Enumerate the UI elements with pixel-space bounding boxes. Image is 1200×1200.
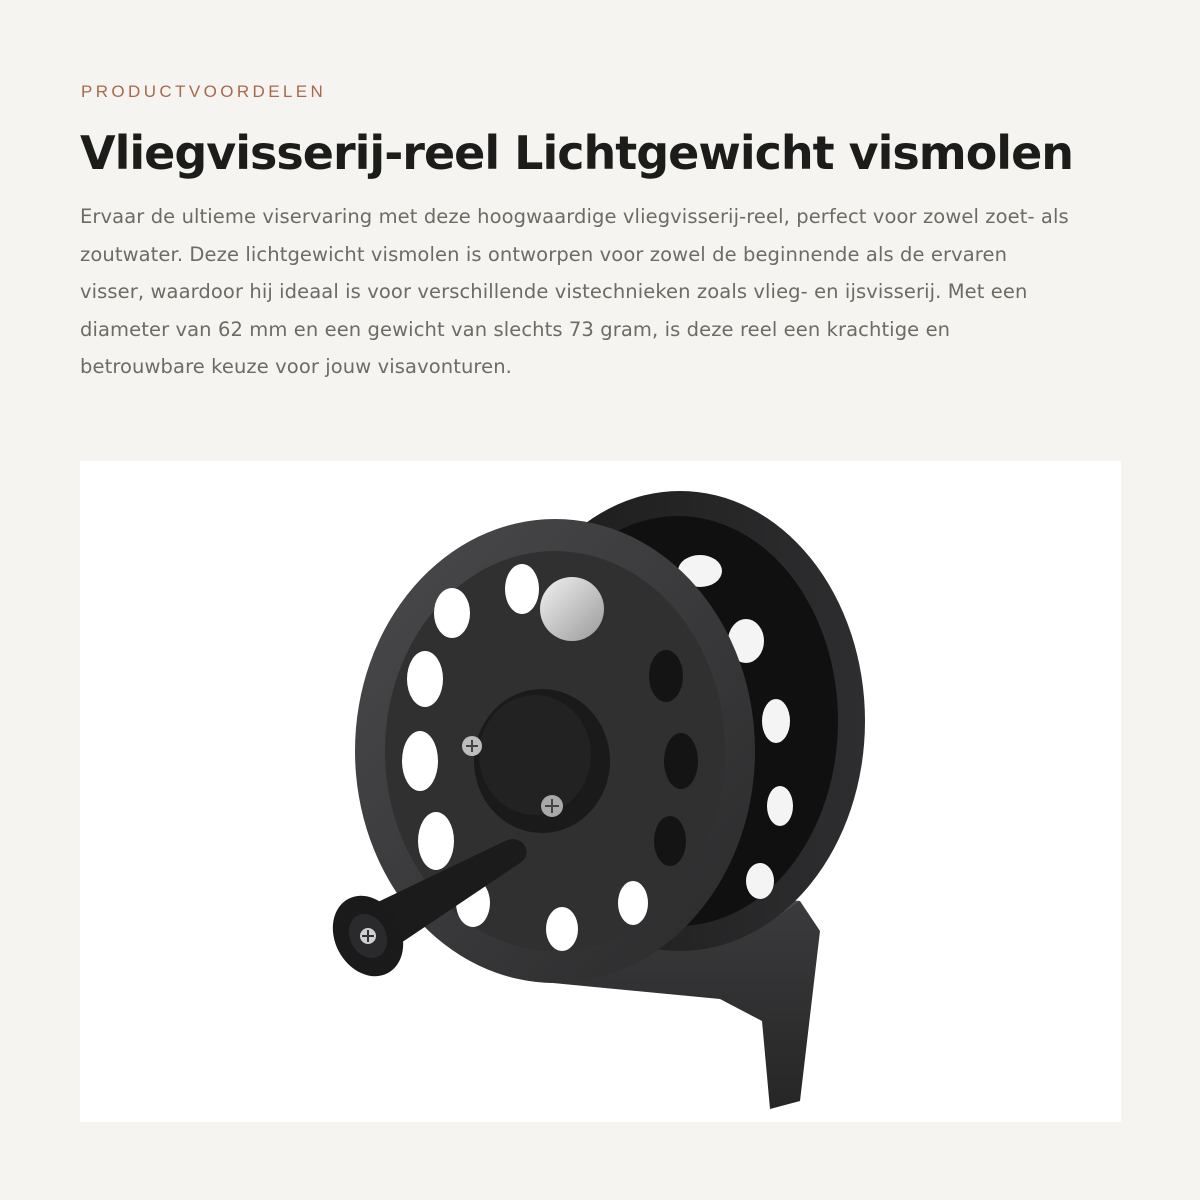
fly-fishing-reel-icon (80, 461, 1121, 1122)
product-title: Vliegvisserij-reel Lichtgewicht vismolen (80, 126, 1074, 180)
product-description: Ervaar de ultieme viservaring met deze hoogwaardige vliegvisserij-reel, perfect voor zowel zoet- als zoutwater. Deze lichtgewicht vismolen is ontworpen voor zowel de beginnende als de ervaren visser, waardoor hij ideaal is voor verschillende vistechnieken zoals vlieg- en ijsvisserij. Met een diameter van 62 mm en een gewicht van slechts 73 gram, is deze reel een krachtige en betrouwbare keuze voor jouw visavonturen. (80, 205, 1069, 378)
section-eyebrow: PRODUCTVOORDELEN (81, 82, 327, 101)
product-image (80, 461, 1121, 1122)
line-guide-pin (540, 577, 604, 641)
